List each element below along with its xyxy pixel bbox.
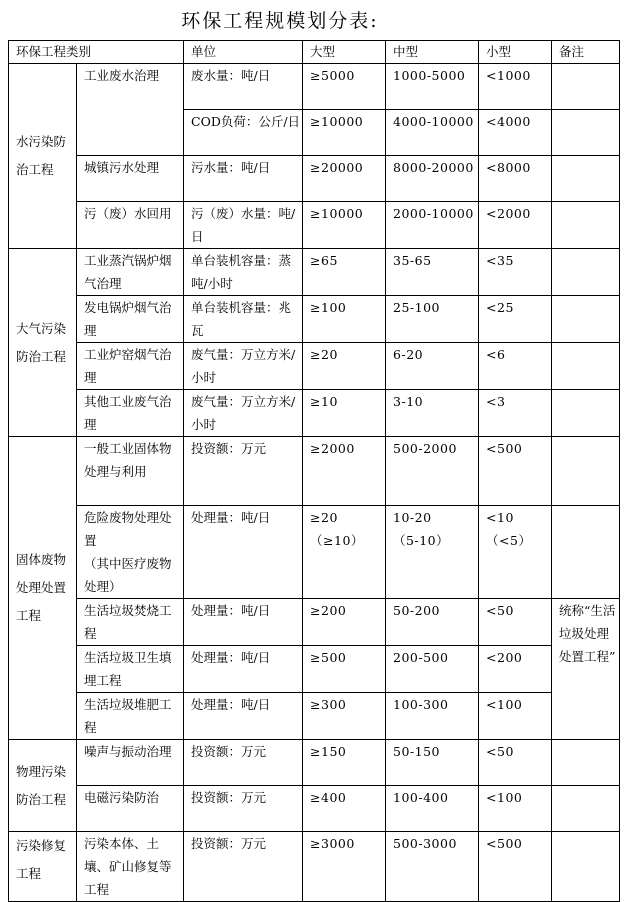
note-cell bbox=[552, 786, 620, 832]
table-row bbox=[9, 506, 620, 599]
category-cell: 固体废物处理处置工程 bbox=[9, 437, 77, 740]
medium-cell: 25-100 bbox=[386, 296, 479, 343]
subcategory-cell: 电磁污染防治 bbox=[77, 786, 184, 832]
table-row bbox=[9, 296, 620, 343]
unit-cell: 污水量：吨/日 bbox=[184, 156, 303, 202]
unit-cell: 处理量：吨/日 bbox=[184, 506, 303, 599]
note-cell bbox=[552, 437, 620, 506]
unit-cell: 单台装机容量：兆瓦 bbox=[184, 296, 303, 343]
header-unit: 单位 bbox=[184, 41, 303, 64]
note-cell bbox=[552, 343, 620, 390]
large-cell: ≥500 bbox=[303, 646, 386, 693]
table-row bbox=[9, 249, 620, 296]
large-cell: ≥2000 bbox=[303, 437, 386, 506]
small-cell: <4000 bbox=[479, 110, 552, 156]
note-cell bbox=[552, 64, 620, 110]
large-cell: ≥10 bbox=[303, 390, 386, 437]
large-cell: ≥10000 bbox=[303, 202, 386, 249]
medium-cell: 50-150 bbox=[386, 740, 479, 786]
small-cell: <2000 bbox=[479, 202, 552, 249]
subcategory-cell: 生活垃圾卫生填埋工程 bbox=[77, 646, 184, 693]
subcategory-note: （其中医疗废物处理） bbox=[84, 556, 172, 594]
category-cell: 污染修复工程 bbox=[9, 832, 77, 902]
category-cell: 大气污染防治工程 bbox=[9, 249, 77, 437]
subcategory-cell: 污染本体、土壤、矿山修复等工程 bbox=[77, 832, 184, 902]
medium-cell: 6-20 bbox=[386, 343, 479, 390]
medium-cell: 2000-10000 bbox=[386, 202, 479, 249]
table-row bbox=[9, 740, 620, 786]
note-cell bbox=[552, 156, 620, 202]
unit-cell: 废气量：万立方米/小时 bbox=[184, 390, 303, 437]
note-cell bbox=[552, 110, 620, 156]
header-category: 环保工程类别 bbox=[9, 41, 184, 64]
medium-cell: 500-2000 bbox=[386, 437, 479, 506]
subcategory-text: 危险废物处理处置 bbox=[84, 510, 172, 548]
note-cell bbox=[552, 390, 620, 437]
large-cell: ≥150 bbox=[303, 740, 386, 786]
medium-cell: 8000-20000 bbox=[386, 156, 479, 202]
large-cell: ≥65 bbox=[303, 249, 386, 296]
subcategory-cell: 工业炉窑烟气治理 bbox=[77, 343, 184, 390]
table-row bbox=[9, 832, 620, 902]
table-row bbox=[9, 390, 620, 437]
medium-cell: 50-200 bbox=[386, 599, 479, 646]
small-cell: <8000 bbox=[479, 156, 552, 202]
table-row bbox=[9, 156, 620, 202]
medium-value-medical: （5-10） bbox=[393, 533, 450, 548]
medium-cell: 200-500 bbox=[386, 646, 479, 693]
category-cell: 物理污染防治工程 bbox=[9, 740, 77, 832]
table-row bbox=[9, 693, 620, 740]
small-value: <10 bbox=[486, 510, 514, 525]
subcategory-cell: 工业蒸汽锅炉烟气治理 bbox=[77, 249, 184, 296]
subcategory-cell: 污（废）水回用 bbox=[77, 202, 184, 249]
table-row bbox=[9, 437, 620, 506]
scale-table bbox=[8, 40, 620, 902]
subcategory-cell: 其他工业废气治理 bbox=[77, 390, 184, 437]
small-cell: <50 bbox=[479, 599, 552, 646]
unit-cell: 废气量：万立方米/小时 bbox=[184, 343, 303, 390]
large-cell: ≥5000 bbox=[303, 64, 386, 110]
small-cell: <500 bbox=[479, 832, 552, 902]
large-cell: ≥10000 bbox=[303, 110, 386, 156]
large-cell: ≥200 bbox=[303, 599, 386, 646]
large-cell: ≥100 bbox=[303, 296, 386, 343]
medium-cell: 100-300 bbox=[386, 693, 479, 740]
small-cell: <35 bbox=[479, 249, 552, 296]
unit-cell: COD负荷：公斤/日 bbox=[184, 110, 303, 156]
note-cell bbox=[552, 832, 620, 902]
subcategory-cell: 发电锅炉烟气治理 bbox=[77, 296, 184, 343]
page-title: 环保工程规模划分表: bbox=[181, 10, 379, 32]
subcategory-cell: 噪声与振动治理 bbox=[77, 740, 184, 786]
small-cell: <25 bbox=[479, 296, 552, 343]
header-note: 备注 bbox=[552, 41, 620, 64]
subcategory-cell: 城镇污水处理 bbox=[77, 156, 184, 202]
unit-cell: 投资额：万元 bbox=[184, 832, 303, 902]
small-cell: <500 bbox=[479, 437, 552, 506]
small-cell: <3 bbox=[479, 390, 552, 437]
subcategory-cell bbox=[77, 506, 184, 599]
unit-cell: 投资额：万元 bbox=[184, 740, 303, 786]
unit-cell: 处理量：吨/日 bbox=[184, 646, 303, 693]
large-cell: ≥20000 bbox=[303, 156, 386, 202]
note-cell bbox=[552, 740, 620, 786]
table-row bbox=[9, 343, 620, 390]
medium-cell: 100-400 bbox=[386, 786, 479, 832]
note-cell: 统称“生活垃圾处理处置工程” bbox=[552, 599, 620, 740]
medium-cell: 1000-5000 bbox=[386, 64, 479, 110]
medium-cell bbox=[386, 506, 479, 599]
table-row bbox=[9, 786, 620, 832]
medium-cell: 3-10 bbox=[386, 390, 479, 437]
small-cell: <200 bbox=[479, 646, 552, 693]
table-row bbox=[9, 646, 620, 693]
small-cell: <6 bbox=[479, 343, 552, 390]
large-cell: ≥3000 bbox=[303, 832, 386, 902]
subcategory-cell: 一般工业固体物处理与利用 bbox=[77, 437, 184, 506]
large-cell: ≥400 bbox=[303, 786, 386, 832]
unit-cell: 废水量：吨/日 bbox=[184, 64, 303, 110]
medium-cell: 500-3000 bbox=[386, 832, 479, 902]
note-cell bbox=[552, 249, 620, 296]
small-value-medical: （<5） bbox=[486, 533, 532, 548]
large-value: ≥20 bbox=[310, 510, 338, 525]
header-row bbox=[9, 41, 620, 64]
unit-cell: 处理量：吨/日 bbox=[184, 693, 303, 740]
large-value-medical: （≥10） bbox=[310, 533, 364, 548]
large-cell: ≥300 bbox=[303, 693, 386, 740]
subcategory-cell: 生活垃圾焚烧工程 bbox=[77, 599, 184, 646]
note-cell bbox=[552, 506, 620, 599]
header-large: 大型 bbox=[303, 41, 386, 64]
note-cell bbox=[552, 202, 620, 249]
header-small: 小型 bbox=[479, 41, 552, 64]
large-cell bbox=[303, 506, 386, 599]
subcategory-cell: 生活垃圾堆肥工程 bbox=[77, 693, 184, 740]
medium-value: 10-20 bbox=[393, 510, 432, 525]
unit-cell: 投资额：万元 bbox=[184, 437, 303, 506]
unit-cell: 单台装机容量：蒸吨/小时 bbox=[184, 249, 303, 296]
small-cell: <50 bbox=[479, 740, 552, 786]
medium-cell: 4000-10000 bbox=[386, 110, 479, 156]
note-cell bbox=[552, 296, 620, 343]
table-row bbox=[9, 202, 620, 249]
category-cell: 水污染防治工程 bbox=[9, 64, 77, 249]
medium-cell: 35-65 bbox=[386, 249, 479, 296]
unit-cell: 处理量：吨/日 bbox=[184, 599, 303, 646]
large-cell: ≥20 bbox=[303, 343, 386, 390]
small-cell: <1000 bbox=[479, 64, 552, 110]
table-row bbox=[9, 599, 620, 646]
unit-cell: 投资额：万元 bbox=[184, 786, 303, 832]
unit-cell: 污（废）水量：吨/日 bbox=[184, 202, 303, 249]
small-cell: <100 bbox=[479, 786, 552, 832]
header-medium: 中型 bbox=[386, 41, 479, 64]
table-row bbox=[9, 64, 620, 110]
small-cell bbox=[479, 506, 552, 599]
subcategory-cell: 工业废水治理 bbox=[77, 64, 184, 156]
small-cell: <100 bbox=[479, 693, 552, 740]
